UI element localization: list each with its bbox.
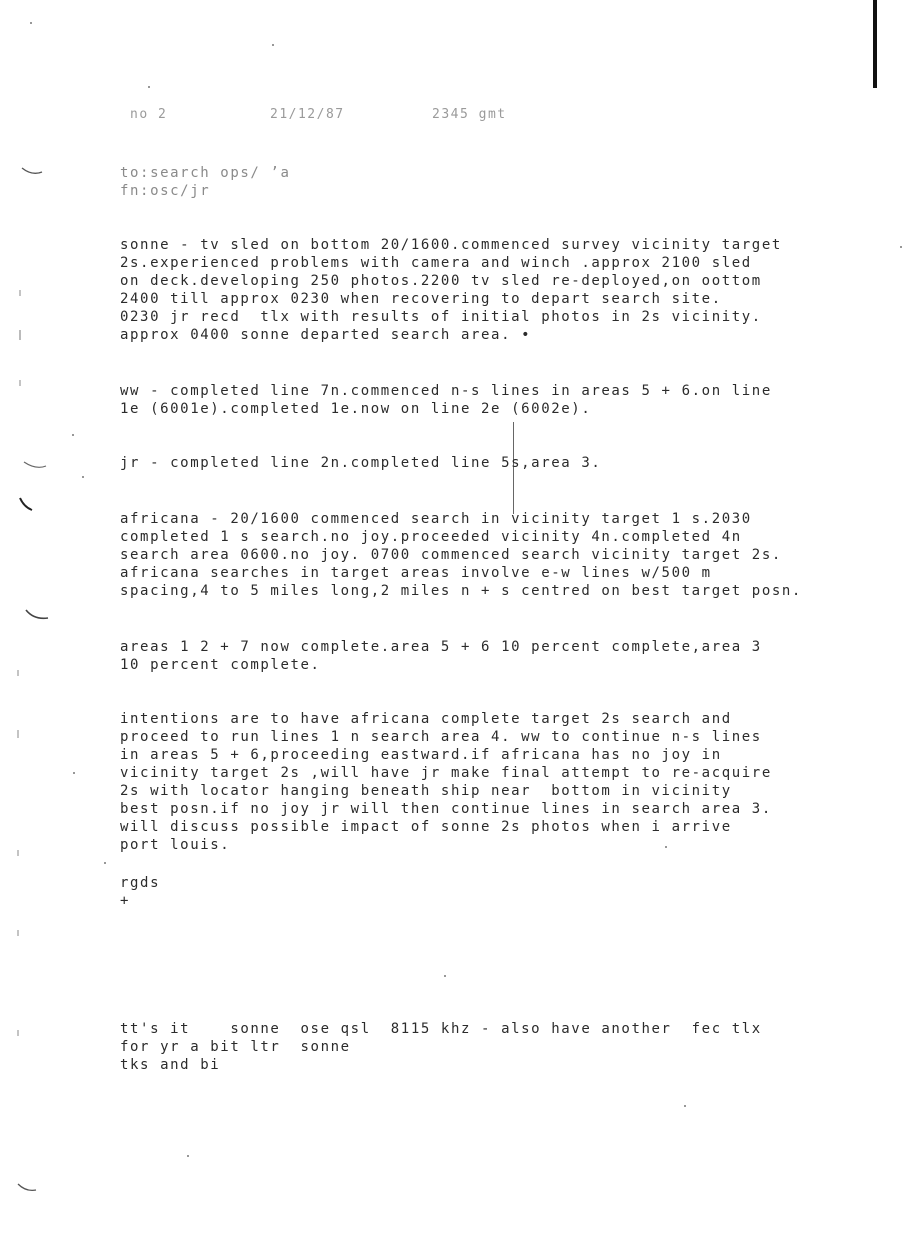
speck [148,86,150,88]
text-line: ww - completed line 7n.commenced n-s lines in areas 5 + 6.on line [120,383,772,399]
text-line: sonne - tv sled on bottom 20/1600.commenced survey vicinity target [120,237,782,253]
margin-marks [14,150,54,1210]
text-line: proceed to run lines 1 n search area 4. ww to continue n-s lines [120,729,762,745]
end-marker: + [120,893,131,909]
scan-edge-bar [873,0,877,88]
text-line: in areas 5 + 6,proceeding eastward.if africana has no joy in [120,747,722,763]
address-from: fn:osc/jr [120,183,211,199]
text-line: 2s.experienced problems with camera and winch .approx 2100 sled [120,255,752,271]
message-time: 2345 gmt [432,107,507,122]
text-line: port louis. [120,837,231,853]
text-line: vicinity target 2s ,will have jr make final attempt to re-acquire [120,765,772,781]
text-line: 1e (6001e).completed 1e.now on line 2e (6002e). [120,401,592,417]
text-line: spacing,4 to 5 miles long,2 miles n + s centred on best target posn. [120,583,802,599]
speck [72,434,74,436]
text-line: areas 1 2 + 7 now complete.area 5 + 6 10 percent complete,area 3 [120,639,762,655]
text-line: search area 0600.no joy. 0700 commenced search vicinity target 2s. [120,547,782,563]
speck [900,246,902,248]
text-line: intentions are to have africana complete target 2s search and [120,711,732,727]
text-line: 10 percent complete. [120,657,321,673]
text-line: africana - 20/1600 commenced search in vicinity target 1 s.2030 [120,511,752,527]
regards-line: rgds [120,875,161,891]
speck [272,44,274,46]
address-to: to:search ops/ ’a [120,165,291,181]
text-line: best posn.if no joy jr will then continue lines in search area 3. [120,801,772,817]
text-line: 0230 jr recd tlx with results of initial photos in 2s vicinity. [120,309,762,325]
speck [684,1105,686,1107]
text-line: tt's it sonne ose qsl 8115 khz - also have another fec tlx [120,1021,762,1037]
text-line: for yr a bit ltr sonne [120,1039,351,1055]
text-line: jr - completed line 2n.completed line 5s,area 3. [120,455,602,471]
speck [30,22,32,24]
text-line: will discuss possible impact of sonne 2s photos when i arrive [120,819,732,835]
text-line: on deck.developing 250 photos.2200 tv sled re-deployed,on oottom [120,273,762,289]
text-line: tks and bi [120,1057,221,1073]
text-line: 2400 till approx 0230 when recovering to depart search site. [120,291,722,307]
speck [665,846,667,848]
text-line: approx 0400 sonne departed search area. • [120,327,532,343]
text-line: 2s with locator hanging beneath ship near bottom in vicinity [120,783,732,799]
speck [187,1155,189,1157]
message-date: 21/12/87 [270,107,345,122]
text-line: africana searches in target areas involve e-w lines w/500 m [120,565,712,581]
speck [73,772,75,774]
speck [82,476,84,478]
speck [104,862,106,864]
text-line: completed 1 s search.no joy.proceeded vicinity 4n.completed 4n [120,529,742,545]
speck [444,975,446,977]
message-number: no 2 [130,107,168,122]
